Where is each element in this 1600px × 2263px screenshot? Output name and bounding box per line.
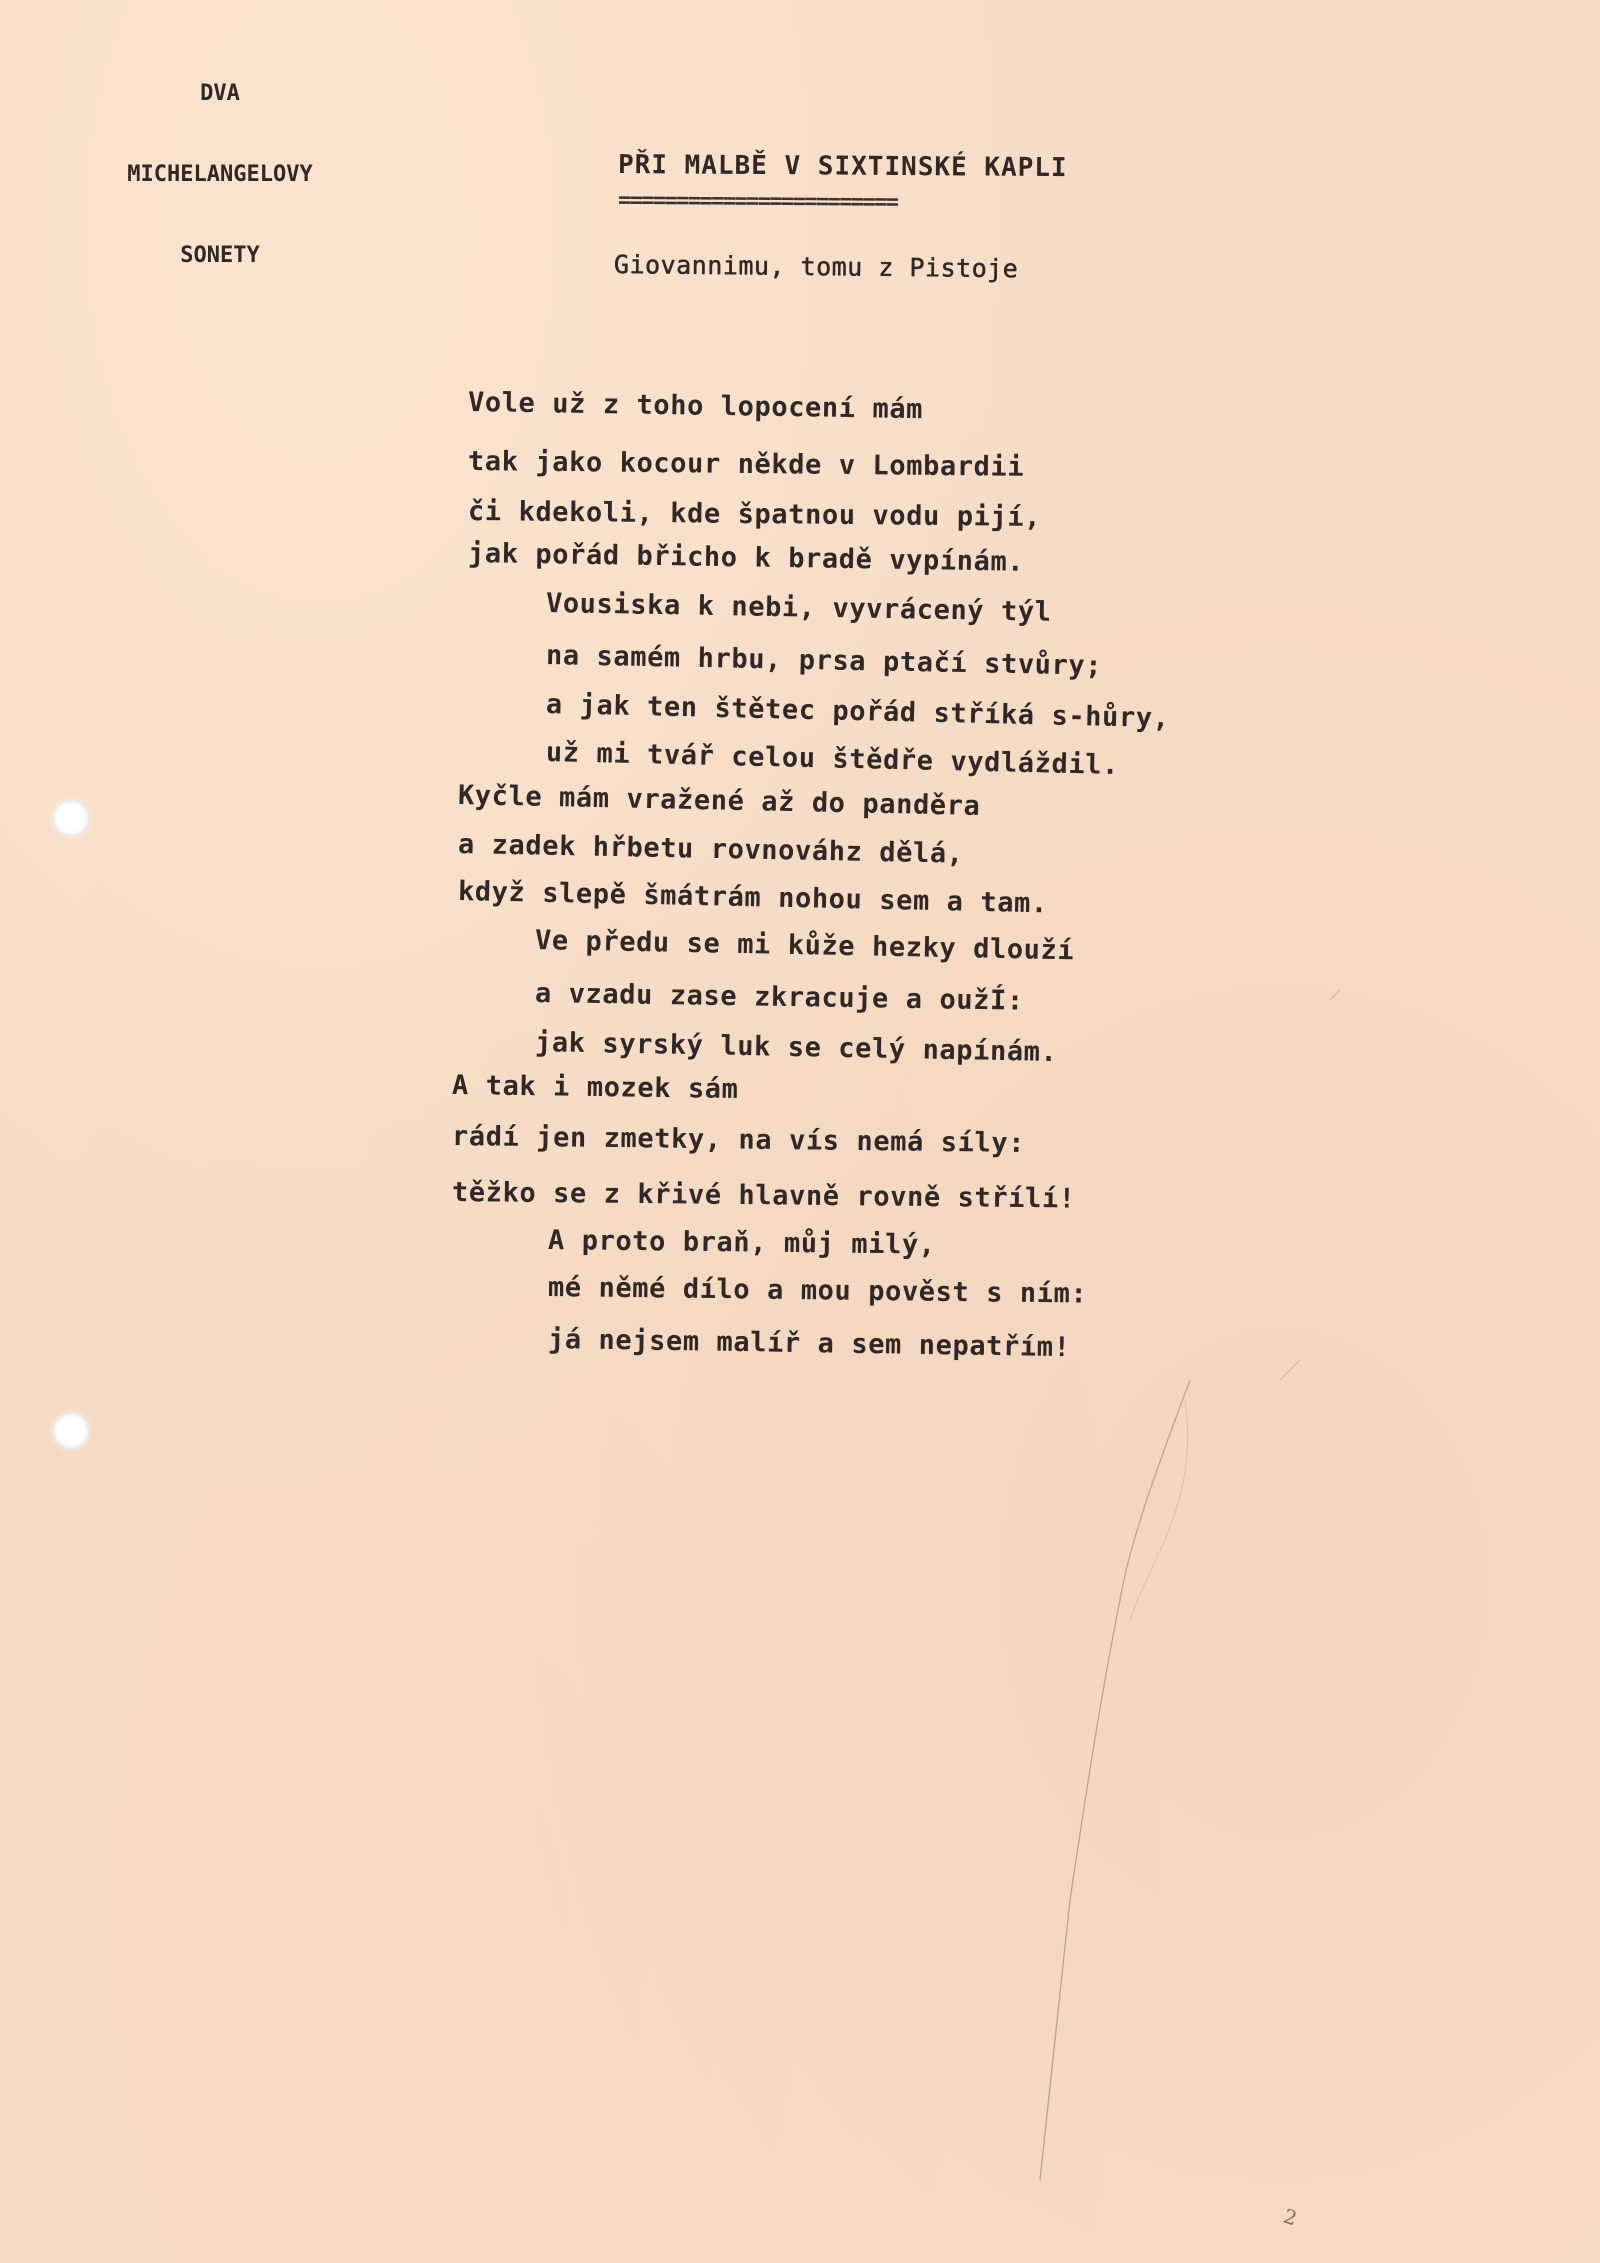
poem-line: a vzadu zase zkracuje a oužÍ:: [534, 978, 1024, 1017]
poem-line: Ve předu se mi kůže hezky dlouží: [534, 925, 1075, 967]
poem-line: A tak i mozek sám: [451, 1070, 739, 1105]
poem-line: Kyčle mám vražené až do panděra: [457, 780, 981, 822]
poem-line: když slepě šmátrám nohou sem a tam.: [457, 876, 1049, 920]
poem-line: rádí jen zmetky, na vís nemá síly:: [451, 1121, 1026, 1160]
poem-line: či kdekoli, kde špatnou vodu pijí,: [467, 496, 1042, 534]
collection-heading-line-1: DVA: [200, 81, 240, 106]
poem-line: A proto braň, můj milý,: [547, 1225, 936, 1261]
poem-dedication: Giovannimu, tomu z Pistoje: [613, 250, 1019, 284]
poem-line: a jak ten štětec pořád stříká s-hůry,: [545, 689, 1170, 735]
poem-line: Vousiska k nebi, vyvrácený týl: [545, 588, 1052, 628]
poem-line: jak pořád břicho k bradě vypínám.: [467, 538, 1025, 578]
poem-line: já nejsem malíř a sem nepatřím!: [547, 1324, 1071, 1364]
poem-line: tak jako kocour někde v Lombardii: [467, 446, 1025, 483]
punch-hole: [52, 799, 90, 837]
poem-line: a zadek hřbetu rovnováhz dělá,: [457, 829, 964, 870]
poem-line: jak syrský luk se celý napínám.: [534, 1027, 1058, 1069]
poem-title: PŘI MALBĚ V SIXTINSKÉ KAPLI: [617, 150, 1068, 184]
punch-hole: [52, 1412, 90, 1450]
poem-line: těžko se z křivé hlavně rovně střílí!: [451, 1177, 1076, 1215]
collection-heading-line-3: SONETY: [180, 243, 260, 268]
poem-line: mé němé dílo a mou pověst s ním:: [547, 1272, 1088, 1310]
title-underline: ========================: [617, 188, 898, 215]
poem-line: už mi tvář celou štědře vydláždil.: [545, 737, 1120, 781]
collection-heading-line-2: MICHELANGELOVY: [127, 162, 313, 187]
page-number-mark: 2: [1280, 2203, 1301, 2231]
poem-line: Vole už z toho lopocení mám: [467, 387, 924, 426]
poem-line: na samém hrbu, prsa ptačí stvůry;: [545, 640, 1103, 682]
